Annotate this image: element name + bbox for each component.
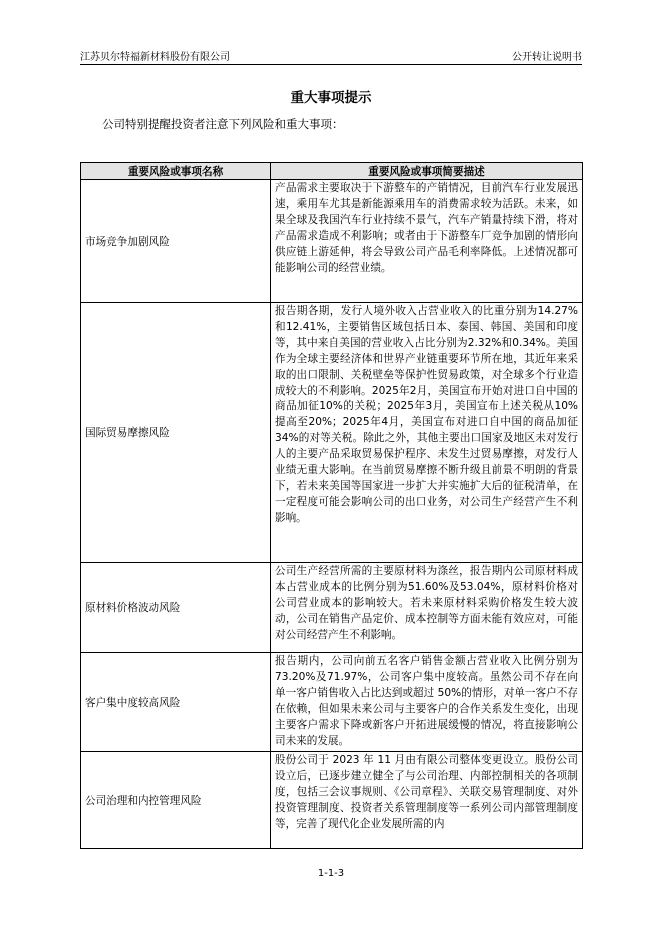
table-row [81,563,583,653]
risk-name: 原材料价格波动风险 [81,563,271,653]
page-number: 1-1-3 [317,868,345,879]
risk-description: 公司生产经营所需的主要原材料为涤丝，报告期内公司原材料成本占营业成本的比例分别为51.60%及53.04%，原材料价格对公司营业成本的影响较大。若未来原材料采购价格发生较大波动，公司在销售产品定价、成本控制等方面未能有效应对，可能对公司经营产生不利影响。 [271,563,583,653]
risk-table [80,162,583,849]
risk-name: 国际贸易摩擦风险 [81,303,271,563]
risk-description: 产品需求主要取决于下游整车的产销情况，目前汽车行业发展迅速，乘用车尤其是新能源乘用车的消费需求较为活跃。未来，如果全球及我国汽车行业持续不景气，汽车产销量持续下滑，将对产品需求造成不利影响；或者由于下游整车厂竞争加剧的情形向供应链上游延伸，将会导致公司产品毛利率降低。上述情况都可能影响公司的经营业绩。 [271,180,583,303]
risk-description: 报告期各期，发行人境外收入占营业收入的比重分别为14.27%和12.41%，主要销售区域包括日本、泰国、韩国、美国和印度等，其中来自美国的营业收入占比分别为2.32%和0.34%。美国作为全球主要经济体和世界产业链重要环节所在地，其近年来采取的出口限制、关税壁垒等保护性贸易政策，对全球多个行业造成较大的不利影响。2025年2月，美国宣布开始对进口自中国的商品加征10%的关税；2025年3月，美国宣布上述关税从10%提高至20%；2025年4月，美国宣布对进口自中国的商品加征34%的对等关税。除此之外，其他主要出口国家及地区未对发行人的主要产品采取贸易保护程序、未发生过贸易摩擦，对发行人业绩无重大影响。在当前贸易摩擦不断升级且前景不明朗的背景下，若未来美国等国家进一步扩大并实施扩大后的征税清单，在一定程度可能会影响公司的出口业务，对公司生产经营产生不利影响。 [271,303,583,563]
risk-description: 报告期内，公司向前五名客户销售金额占营业收入比例分别为73.20%及71.97%，公司客户集中度较高。虽然公司不存在向单一客户销售收入占比达到或超过 50%的情形，对单一客户不存在依赖，但如果未来公司与主要客户的合作关系发生变化，出现主要客户需求下降或新客户开拓进展缓慢的情况，将直接影响公司未来的发展。 [271,653,583,752]
table-row [81,752,583,849]
risk-name: 市场竞争加剧风险 [81,180,271,303]
header-doc-type: 公开转让说明书 [512,52,582,63]
header-rule [80,64,582,65]
risk-description: 股份公司于 2023 年 11 月由有限公司整体变更设立。股份公司设立后，已逐步建立健全了与公司治理、内部控制相关的各项制度，包括三会议事规则、《公司章程》、关联交易管理制度、对外投资管理制度、投资者关系管理制度等一系列公司内部管理制度等，完善了现代化企业发展所需的内 [271,752,583,849]
table-row [81,303,583,563]
column-header-description: 重要风险或事项简要描述 [271,163,583,180]
table-row [81,653,583,752]
header-company: 江苏贝尔特福新材料股份有限公司 [80,52,230,63]
table-row [81,180,583,303]
table-header-row [81,163,583,180]
page-header [80,46,582,64]
column-header-name: 重要风险或事项名称 [81,163,271,180]
intro-text: 公司特别提醒投资者注意下列风险和重大事项： [102,117,344,131]
risk-name: 客户集中度较高风险 [81,653,271,752]
section-title: 重大事项提示 [290,90,372,106]
risk-name: 公司治理和内控管理风险 [81,752,271,849]
